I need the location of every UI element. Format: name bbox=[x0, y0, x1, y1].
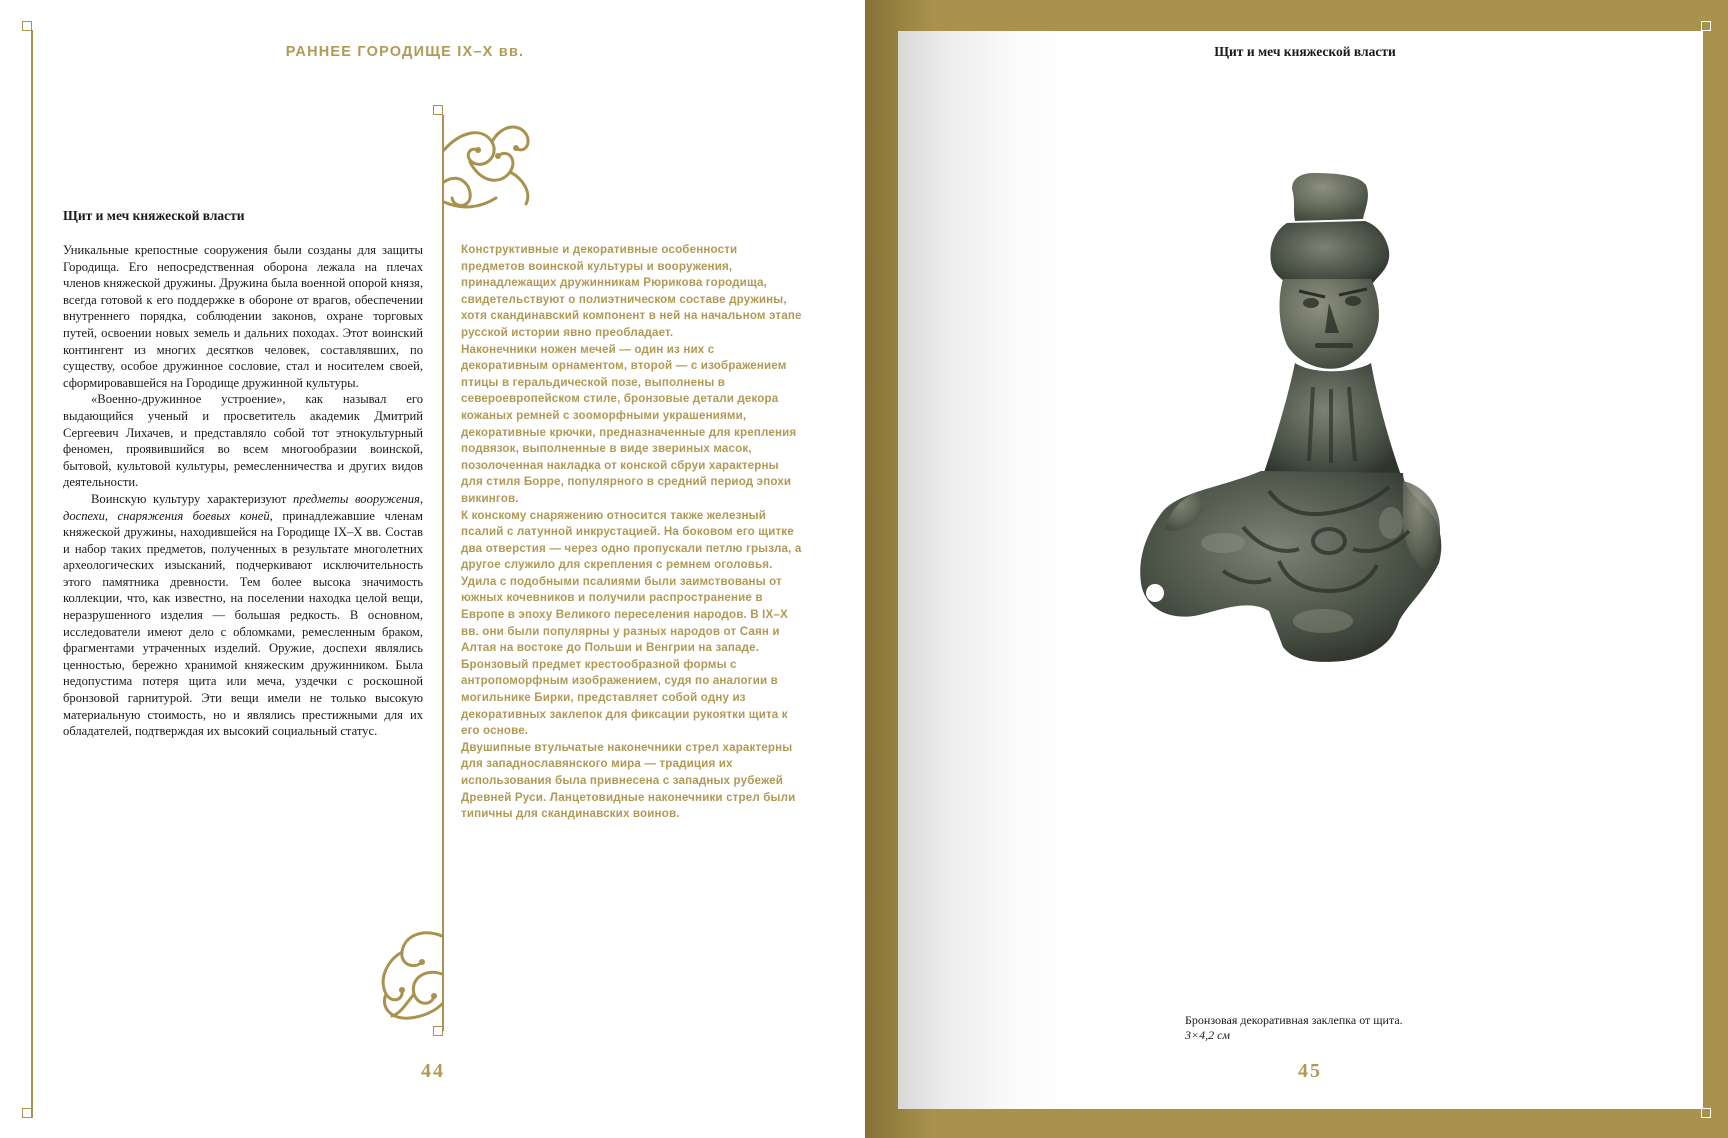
photo-page-panel bbox=[898, 31, 1703, 1109]
paragraph-3-end: , принадлежавшие членам княжеской дружины, находившейся на Городище IX–X вв. Состав и набор таких предметов, полученных в результате многолетних археологических изысканий, подчеркивают исключительность этого памятника древности. Тем более высока значимость коллекции, что, как известно, на поселении находка целой вещи, неразрушенного изделия — большая редкость. В основном, исследователи имеют дело с обломками, ремесленным браком, фрагментами утраченных изделий. Оружие, доспехи являлись ценностью, бережно хранимой княжеским дружинником. Была недопустима потеря щита или меча, уздечки с роскошной бронзовой гарнитурой. Эти вещи имели не только высокую материальную стоимость, но и являлись престижными для их обладателей, подтверждая их высокий социальный статус. bbox=[63, 508, 423, 739]
paragraph-2: «Военно-дружинное устроение», как называл его выдающийся ученый и просветитель академик Дмитрий Сергеевич Лихачев, и представляло собой тот этнокультурный феномен, проявившийся во всем многообразии воинской, бытовой, культовой культуры, ремесленничества и других видов деятельности. bbox=[63, 392, 423, 490]
divider-corner-bottom bbox=[433, 1026, 443, 1036]
sidebar-paragraph-2: Наконечники ножен мечей — один из них с декоративным орнаментом, второй — с изображением птицы в геральдической позе, выполнены в североевропейском стиле, бронзовые детали декора кожаных ремней с зооморфными украшениями, декоративные крючки, предназначенные для крепления подвязок, выполненные в виде звериных масок, позолоченная накладка от конской сбруи характерны для стиля Борре, популярного в средний период эпохи викингов. bbox=[461, 342, 797, 505]
section-title: Щит и меч княжеской власти bbox=[63, 208, 245, 223]
main-text-column bbox=[63, 242, 423, 740]
frame-corner-bottom-left bbox=[22, 1108, 32, 1118]
sidebar-paragraph-5: Двушипные втульчатые наконечники стрел характерны для западнославянского мира — традиция их использования была привнесена с западных рубежей Древней Руси. Ланцетовидные наконечники стрел были типичны для скандинавских воинов. bbox=[461, 740, 796, 821]
frame-corner-top-left bbox=[22, 21, 32, 31]
paragraph-3 bbox=[63, 491, 423, 740]
left-frame-line bbox=[31, 30, 33, 1118]
floral-ornament-top bbox=[440, 112, 540, 212]
image-caption bbox=[1185, 1013, 1403, 1043]
sidebar-paragraph-4: Бронзовый предмет крестообразной формы с антропоморфным изображением, судя по аналогии в могильнике Бирки, представляет собой одну из декоративных заклепок для фиксации рукоятки щита к его основе. bbox=[461, 657, 788, 738]
floral-ornament-bottom bbox=[370, 924, 444, 1024]
running-head: РАННЕЕ ГОРОДИЩЕ IX–X вв. bbox=[285, 44, 525, 60]
paragraph-1: Уникальные крепостные сооружения были созданы для защиты Городища. Его непосредственная оборона лежала на плечах членов княжеской дружины. Дружина была военной опорой князя, всегда готовой к его поддержке в обороне от врагов, обеспечении внутреннего порядка, соблюдении законов, охране торговых путей, освоении новых земель и дальних походах. Этот воинский контингент из многих десятков человек, составлявших, по существу, особое дружинное сословие, стал и носителем своей, сформировавшейся на Городище дружинной культуры. bbox=[63, 243, 423, 390]
paragraph-3-emphasis: предметы вооружения, доспехи, снаряжения боевых коней bbox=[63, 491, 423, 523]
sidebar-paragraph-1: Конструктивные и декоративные особенности предметов воинской культуры и вооружения, принадлежащих дружинникам Рюрикова городища, свидетельствуют о полиэтническом составе дружины, хотя скандинавский компонент в ней на начальном этапе русской истории явно преобладает. bbox=[461, 243, 802, 339]
paragraph-3-start: Воинскую культуру характеризуют bbox=[91, 491, 294, 506]
sidebar-text-column bbox=[461, 242, 803, 823]
page-number-left: 44 bbox=[421, 1060, 445, 1082]
column-divider-line bbox=[442, 115, 444, 1031]
frame-corner-bottom-right bbox=[1701, 1108, 1711, 1118]
page-number-right: 45 bbox=[1298, 1060, 1322, 1082]
sidebar-paragraph-3: К конскому снаряжению относится также железный псалий с латунной инкрустацией. На боковом его щитке два отверстия — через одно пропускали петлю грызла, а другое служило для скрепления с ремнем оголовья. Удила с подобными псалиями были заимствованы от южных кочевников и получили распространение в Европе в эпоху Великого переселения народов. В IX–X вв. они были популярны у разных народов от Саян и Алтая на востоке до Польши и Венгрии на западе. bbox=[461, 508, 802, 655]
photo-page-title: Щит и меч княжеской власти bbox=[1214, 44, 1396, 59]
caption-title: Бронзовая декоративная заклепка от щита. bbox=[1185, 1013, 1403, 1027]
frame-corner-top-right bbox=[1701, 21, 1711, 31]
bronze-rivet-artifact-image bbox=[1073, 151, 1443, 691]
right-page bbox=[865, 0, 1728, 1138]
caption-dimensions: 3×4,2 см bbox=[1185, 1028, 1231, 1042]
